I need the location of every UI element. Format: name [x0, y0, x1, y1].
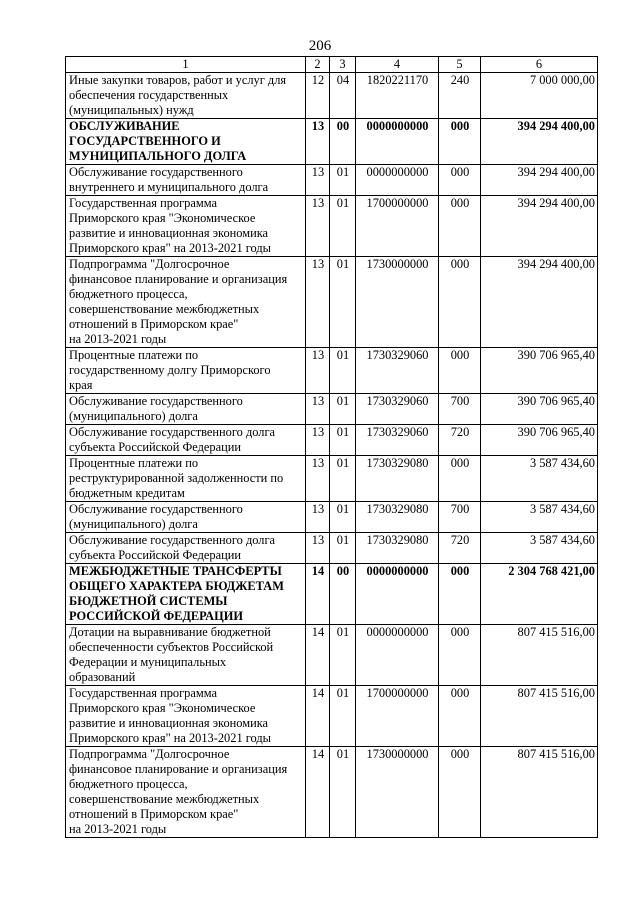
subsection-code: 01 — [330, 686, 356, 747]
table-row — [66, 533, 598, 564]
description-line: Обслуживание государственного — [69, 394, 243, 408]
section-code: 13 — [306, 257, 330, 348]
table-row — [66, 73, 598, 119]
description-line: МЕЖБЮДЖЕТНЫЕ ТРАНСФЕРТЫ — [69, 564, 282, 578]
subsection-code: 04 — [330, 73, 356, 119]
row-description — [66, 502, 306, 533]
section-code: 13 — [306, 165, 330, 196]
section-code: 14 — [306, 564, 330, 625]
section-code: 14 — [306, 686, 330, 747]
description-line: отношений в Приморском крае" — [69, 317, 239, 331]
description-line: Дотации на выравнивание бюджетной — [69, 625, 271, 639]
subsection-code: 01 — [330, 394, 356, 425]
amount: 394 294 400,00 — [481, 119, 598, 165]
row-description — [66, 257, 306, 348]
target-article-code: 1730329080 — [356, 456, 439, 502]
amount: 394 294 400,00 — [481, 196, 598, 257]
subsection-code: 01 — [330, 456, 356, 502]
description-line: БЮДЖЕТНОЙ СИСТЕМЫ — [69, 594, 228, 608]
subsection-code: 01 — [330, 196, 356, 257]
row-description — [66, 196, 306, 257]
description-line: Процентные платежи по — [69, 348, 199, 362]
description-line: субъекта Российской Федерации — [69, 440, 241, 454]
description-line: Обслуживание государственного долга — [69, 533, 276, 547]
row-description — [66, 747, 306, 838]
description-line: Подпрограмма "Долгосрочное — [69, 747, 230, 761]
budget-table — [65, 56, 598, 838]
column-header: 5 — [439, 57, 481, 73]
description-line: края — [69, 378, 93, 392]
description-line: обеспеченности субъектов Российской — [69, 640, 274, 654]
amount: 2 304 768 421,00 — [481, 564, 598, 625]
expense-type-code: 000 — [439, 257, 481, 348]
table-row — [66, 502, 598, 533]
target-article-code: 1700000000 — [356, 686, 439, 747]
table-row — [66, 196, 598, 257]
target-article-code: 0000000000 — [356, 564, 439, 625]
target-article-code: 1730329080 — [356, 533, 439, 564]
row-description — [66, 456, 306, 502]
expense-type-code: 700 — [439, 502, 481, 533]
row-description — [66, 348, 306, 394]
description-line: (муниципальных) нужд — [69, 103, 194, 117]
description-line: Обслуживание государственного долга — [69, 425, 276, 439]
target-article-code: 1730000000 — [356, 257, 439, 348]
subsection-code: 01 — [330, 257, 356, 348]
amount: 7 000 000,00 — [481, 73, 598, 119]
description-line: развитие и инновационная экономика — [69, 716, 269, 730]
row-description — [66, 165, 306, 196]
target-article-code: 0000000000 — [356, 165, 439, 196]
section-code: 13 — [306, 394, 330, 425]
expense-type-code: 000 — [439, 165, 481, 196]
description-line: РОССИЙСКОЙ ФЕДЕРАЦИИ — [69, 609, 243, 623]
expense-type-code: 000 — [439, 564, 481, 625]
row-description — [66, 533, 306, 564]
table-row — [66, 348, 598, 394]
header-row — [66, 57, 598, 73]
expense-type-code: 000 — [439, 119, 481, 165]
amount: 3 587 434,60 — [481, 533, 598, 564]
description-line: бюджетного процесса, — [69, 287, 188, 301]
description-line: ГОСУДАРСТВЕННОГО И — [69, 134, 221, 148]
amount: 390 706 965,40 — [481, 394, 598, 425]
target-article-code: 0000000000 — [356, 625, 439, 686]
target-article-code: 1730329060 — [356, 394, 439, 425]
description-line: совершенствование межбюджетных — [69, 302, 260, 316]
description-line: Иные закупки товаров, работ и услуг для — [69, 73, 287, 87]
target-article-code: 1730329080 — [356, 502, 439, 533]
amount: 807 415 516,00 — [481, 625, 598, 686]
description-line: (муниципального) долга — [69, 409, 198, 423]
section-code: 13 — [306, 533, 330, 564]
section-code: 13 — [306, 348, 330, 394]
description-line: Приморского края "Экономическое — [69, 701, 256, 715]
description-line: обеспечения государственных — [69, 88, 229, 102]
table-row — [66, 456, 598, 502]
section-code: 12 — [306, 73, 330, 119]
description-line: бюджетного процесса, — [69, 777, 188, 791]
amount: 390 706 965,40 — [481, 425, 598, 456]
target-article-code: 0000000000 — [356, 119, 439, 165]
amount: 390 706 965,40 — [481, 348, 598, 394]
expense-type-code: 000 — [439, 348, 481, 394]
target-article-code: 1730329060 — [356, 425, 439, 456]
subsection-code: 01 — [330, 533, 356, 564]
description-line: Государственная программа — [69, 686, 217, 700]
section-code: 14 — [306, 747, 330, 838]
description-line: реструктурированной задолженности по — [69, 471, 284, 485]
row-description — [66, 564, 306, 625]
table-row — [66, 425, 598, 456]
table-row — [66, 564, 598, 625]
section-code: 13 — [306, 425, 330, 456]
description-line: Федерации и муниципальных — [69, 655, 227, 669]
expense-type-code: 720 — [439, 533, 481, 564]
description-line: внутреннего и муниципального долга — [69, 180, 269, 194]
description-line: Приморского края" на 2013-2021 годы — [69, 731, 271, 745]
description-line: финансовое планирование и организация — [69, 272, 288, 286]
section-code: 13 — [306, 456, 330, 502]
page-number: 206 — [308, 38, 332, 54]
subsection-code: 01 — [330, 747, 356, 838]
description-line: финансовое планирование и организация — [69, 762, 288, 776]
description-line: Обслуживание государственного — [69, 502, 243, 516]
table-row — [66, 747, 598, 838]
subsection-code: 01 — [330, 165, 356, 196]
description-line: Государственная программа — [69, 196, 217, 210]
description-line: совершенствование межбюджетных — [69, 792, 260, 806]
subsection-code: 00 — [330, 564, 356, 625]
description-line: на 2013-2021 годы — [69, 822, 167, 836]
table-row — [66, 625, 598, 686]
description-line: бюджетным кредитам — [69, 486, 185, 500]
table-row — [66, 119, 598, 165]
row-description — [66, 119, 306, 165]
amount: 3 587 434,60 — [481, 456, 598, 502]
description-line: ОБЩЕГО ХАРАКТЕРА БЮДЖЕТАМ — [69, 579, 284, 593]
table-row — [66, 165, 598, 196]
description-line: отношений в Приморском крае" — [69, 807, 239, 821]
expense-type-code: 000 — [439, 625, 481, 686]
target-article-code: 1730000000 — [356, 747, 439, 838]
row-description — [66, 625, 306, 686]
expense-type-code: 000 — [439, 747, 481, 838]
description-line: Приморского края" на 2013-2021 годы — [69, 241, 271, 255]
description-line: образований — [69, 670, 136, 684]
section-code: 13 — [306, 119, 330, 165]
target-article-code: 1700000000 — [356, 196, 439, 257]
subsection-code: 01 — [330, 425, 356, 456]
row-description — [66, 686, 306, 747]
column-header: 1 — [66, 57, 306, 73]
description-line: Приморского края "Экономическое — [69, 211, 256, 225]
description-line: ОБСЛУЖИВАНИЕ — [69, 119, 180, 133]
amount: 394 294 400,00 — [481, 165, 598, 196]
target-article-code: 1820221170 — [356, 73, 439, 119]
description-line: Процентные платежи по — [69, 456, 199, 470]
section-code: 13 — [306, 502, 330, 533]
row-description — [66, 73, 306, 119]
description-line: субъекта Российской Федерации — [69, 548, 241, 562]
row-description — [66, 425, 306, 456]
column-header: 2 — [306, 57, 330, 73]
expense-type-code: 000 — [439, 686, 481, 747]
row-description — [66, 394, 306, 425]
amount: 807 415 516,00 — [481, 747, 598, 838]
section-code: 13 — [306, 196, 330, 257]
description-line: государственному долгу Приморского — [69, 363, 271, 377]
table-row — [66, 686, 598, 747]
amount: 807 415 516,00 — [481, 686, 598, 747]
subsection-code: 01 — [330, 625, 356, 686]
description-line: МУНИЦИПАЛЬНОГО ДОЛГА — [69, 149, 247, 163]
column-header: 3 — [330, 57, 356, 73]
expense-type-code: 700 — [439, 394, 481, 425]
amount: 3 587 434,60 — [481, 502, 598, 533]
expense-type-code: 000 — [439, 196, 481, 257]
expense-type-code: 000 — [439, 456, 481, 502]
subsection-code: 01 — [330, 348, 356, 394]
subsection-code: 01 — [330, 502, 356, 533]
section-code: 14 — [306, 625, 330, 686]
description-line: развитие и инновационная экономика — [69, 226, 269, 240]
table-row — [66, 257, 598, 348]
table-row — [66, 394, 598, 425]
expense-type-code: 720 — [439, 425, 481, 456]
description-line: Обслуживание государственного — [69, 165, 243, 179]
subsection-code: 00 — [330, 119, 356, 165]
description-line: на 2013-2021 годы — [69, 332, 167, 346]
description-line: (муниципального) долга — [69, 517, 198, 531]
target-article-code: 1730329060 — [356, 348, 439, 394]
description-line: Подпрограмма "Долгосрочное — [69, 257, 230, 271]
expense-type-code: 240 — [439, 73, 481, 119]
amount: 394 294 400,00 — [481, 257, 598, 348]
column-header: 6 — [481, 57, 598, 73]
column-header: 4 — [356, 57, 439, 73]
